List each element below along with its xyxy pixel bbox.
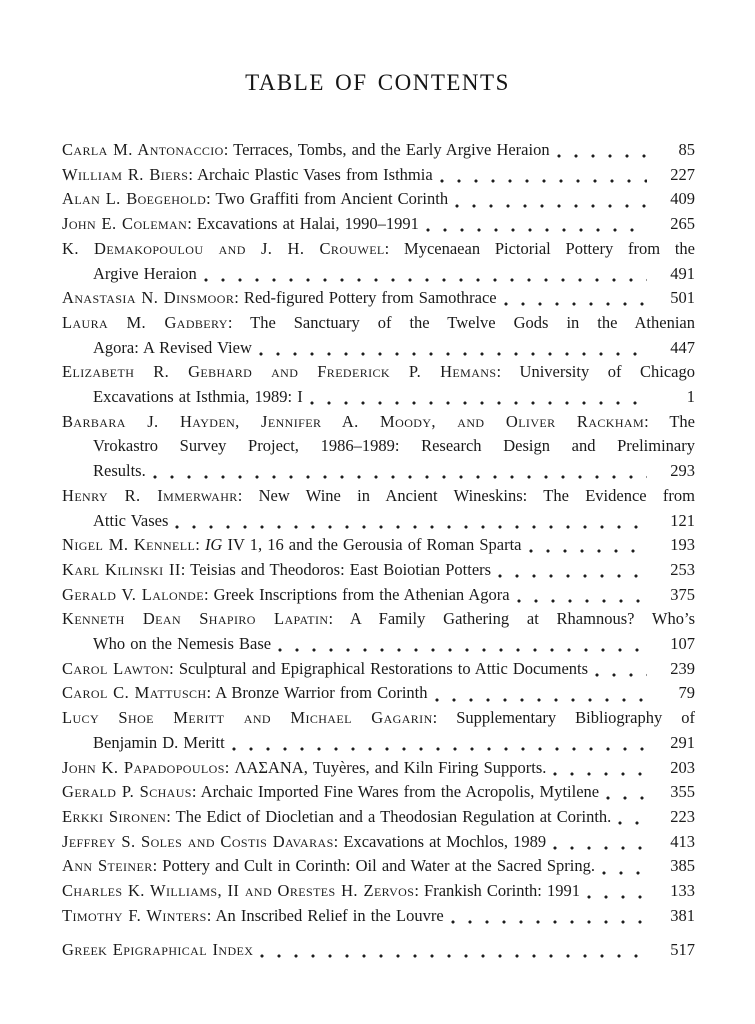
entry-page-number: 501 xyxy=(670,288,695,308)
toc-entry xyxy=(62,410,695,484)
entry-title-text: : The xyxy=(644,411,695,431)
toc-entry xyxy=(62,187,695,212)
dot-leader xyxy=(504,302,647,306)
dot-leader xyxy=(310,401,647,405)
dot-leader xyxy=(587,895,647,899)
toc-entry-line xyxy=(93,509,695,534)
toc-entry-line xyxy=(62,138,695,163)
entry-text xyxy=(62,138,550,163)
dot-leader xyxy=(595,673,647,677)
dot-leader xyxy=(278,648,647,652)
entry-text xyxy=(62,239,695,258)
dot-leader xyxy=(553,772,647,776)
toc-entry xyxy=(62,681,695,706)
entry-text xyxy=(62,163,433,188)
entry-author: Kenneth Dean Shapiro Lapatin xyxy=(62,609,329,629)
entry-title-text: : The Sanctuary of the Twelve Gods in the Athenian xyxy=(227,312,695,332)
toc-entry xyxy=(62,756,695,781)
toc-entry-line xyxy=(93,262,695,287)
toc-entry xyxy=(62,163,695,188)
dot-leader xyxy=(232,747,647,751)
toc-entry-line xyxy=(62,237,695,262)
toc-entry-line xyxy=(62,904,695,929)
entry-author: Greek Epigraphical Index xyxy=(62,939,254,959)
toc-entry-line xyxy=(62,607,695,632)
entry-text xyxy=(62,756,546,781)
entry-page-number: 381 xyxy=(670,905,695,925)
entry-page-number: 409 xyxy=(670,189,695,209)
toc-entry-line xyxy=(62,938,695,963)
entry-page-number: 265 xyxy=(670,214,695,234)
entry-text xyxy=(93,731,225,756)
entry-title-text: IV 1, 16 and the Gerousia of Roman Sparta xyxy=(222,535,522,555)
entry-text xyxy=(93,459,146,484)
dot-leader xyxy=(259,352,647,356)
entry-author: Anastasia N. Dinsmoor xyxy=(62,288,235,308)
entry-text xyxy=(62,362,695,381)
toc-entry xyxy=(62,286,695,311)
toc-entry-line xyxy=(93,632,695,657)
toc-entry xyxy=(62,484,695,533)
toc-entry-line xyxy=(62,286,695,311)
entry-page-number: 239 xyxy=(670,658,695,678)
entry-page-number: 227 xyxy=(670,164,695,184)
toc-entry xyxy=(62,780,695,805)
entry-author: Jeffrey S. Soles and Costis Davaras xyxy=(62,831,334,851)
entry-title-text: : University of Chicago xyxy=(496,362,695,382)
entry-title-text: Results. xyxy=(93,461,146,481)
entry-title-text: : An Inscribed Relief in the Louvre xyxy=(206,905,444,925)
entry-text xyxy=(62,780,599,805)
toc-entry-line xyxy=(93,336,695,361)
entry-text xyxy=(62,830,546,855)
entry-title-text: : Supplementary Bibliography of xyxy=(432,708,695,728)
entry-author: Gerald P. Schaus xyxy=(62,782,192,802)
toc-entry-line xyxy=(62,484,695,509)
toc-entry xyxy=(62,583,695,608)
entry-title-text: Attic Vases xyxy=(93,510,169,530)
entry-title-text: : Sculptural and Epigraphical Restorations to Attic Documents xyxy=(169,658,589,678)
toc-entry xyxy=(62,558,695,583)
toc-list xyxy=(62,138,695,962)
toc-entry-line xyxy=(93,731,695,756)
entry-text xyxy=(62,286,497,311)
entry-text xyxy=(62,533,522,558)
entry-page-number: 85 xyxy=(678,140,695,159)
entry-text xyxy=(62,609,695,628)
entry-title-text: : Teisias and Theodoros: East Boiotian Potters xyxy=(180,559,492,579)
dot-leader xyxy=(451,920,647,924)
dot-leader xyxy=(553,846,647,850)
entry-page-number: 133 xyxy=(670,881,695,901)
entry-title-text: : Mycenaean Pictorial Pottery from the xyxy=(384,238,695,258)
entry-title-text: : ΛΑΣΑΝΑ, Tuyères, and Kiln Firing Supports. xyxy=(224,757,547,777)
entry-title-text: Argive Heraion xyxy=(93,263,197,283)
entry-text xyxy=(62,879,580,904)
toc-entry-line xyxy=(62,533,695,558)
dot-leader xyxy=(153,475,647,479)
toc-entry-line xyxy=(62,558,695,583)
entry-text xyxy=(93,509,168,534)
entry-title-text: : Two Graffiti from Ancient Corinth xyxy=(206,189,449,209)
dot-leader xyxy=(260,954,647,958)
entry-page-number: 193 xyxy=(670,535,695,555)
entry-text xyxy=(62,187,448,212)
entry-title-italic: IG xyxy=(204,535,223,555)
toc-entry-line xyxy=(93,459,695,484)
entry-text xyxy=(93,632,271,657)
dot-leader xyxy=(498,574,647,578)
entry-title-text: : Terraces, Tombs, and the Early Argive Heraion xyxy=(223,140,550,159)
entry-author: Laura M. Gadbery xyxy=(62,312,228,332)
toc-entry xyxy=(62,805,695,830)
entry-author: Ann Steiner xyxy=(62,856,153,876)
entry-author: Carol Lawton xyxy=(62,658,170,678)
toc-entry-line xyxy=(62,657,695,682)
entry-title-text: : Excavations at Halai, 1990–1991 xyxy=(187,214,419,234)
dot-leader xyxy=(517,599,647,603)
toc-entry-line xyxy=(62,681,695,706)
entry-author: Timothy F. Winters xyxy=(62,905,207,925)
page-title: TABLE OF CONTENTS xyxy=(245,70,510,95)
entry-author: Carla M. Antonaccio xyxy=(62,140,224,159)
entry-title-text: : Red-figured Pottery from Samothrace xyxy=(234,288,497,308)
entry-page-number: 413 xyxy=(670,831,695,851)
dot-leader xyxy=(557,154,647,158)
toc-entry-line xyxy=(62,706,695,731)
entry-author: Carol C. Mattusch xyxy=(62,683,207,703)
entry-page-number: 355 xyxy=(670,782,695,802)
toc-entry-line xyxy=(62,879,695,904)
toc-entry xyxy=(62,237,695,286)
entry-page-number: 447 xyxy=(670,337,695,357)
toc-entry-line xyxy=(62,212,695,237)
toc-entry-line xyxy=(62,360,695,385)
dot-leader xyxy=(606,796,647,800)
entry-title-text: : A Bronze Warrior from Corinth xyxy=(206,683,428,703)
entry-text xyxy=(62,313,695,332)
toc-entry-line xyxy=(62,410,695,435)
entry-author: Alan L. Boegehold xyxy=(62,189,207,209)
entry-author: Lucy Shoe Meritt and Michael Gagarin xyxy=(62,708,433,728)
toc-entry xyxy=(62,138,695,163)
toc-entry-line xyxy=(93,385,695,410)
entry-text xyxy=(62,558,491,583)
toc-entry-line xyxy=(62,163,695,188)
entry-text xyxy=(62,708,695,727)
entry-author: John E. Coleman xyxy=(62,214,188,234)
entry-author: Elizabeth R. Gebhard and Frederick P. Hemans xyxy=(62,362,497,382)
entry-text xyxy=(62,854,595,879)
entry-page-number: 375 xyxy=(670,584,695,604)
entry-author: Henry R. Immerwahr xyxy=(62,485,238,505)
entry-title-text: : xyxy=(195,535,205,555)
entry-text xyxy=(62,681,428,706)
entry-title-text: Excavations at Isthmia, 1989: I xyxy=(93,387,303,407)
dot-leader xyxy=(602,871,647,875)
entry-page-number: 253 xyxy=(670,559,695,579)
entry-author: Charles K. Williams, II and Orestes H. Zervos xyxy=(62,881,415,901)
entry-author: John K. Papadopoulos xyxy=(62,757,225,777)
dot-leader xyxy=(455,204,647,208)
toc-entry xyxy=(62,938,695,963)
entry-author: Erkki Sironen xyxy=(62,806,167,826)
entry-text xyxy=(62,938,253,963)
toc-entry-line xyxy=(93,434,695,459)
toc-entry xyxy=(62,311,695,360)
entry-title-text: : The Edict of Diocletian and a Theodosian Regulation at Corinth. xyxy=(166,806,612,826)
entry-page-number: 517 xyxy=(670,939,695,959)
toc-entry-line xyxy=(62,854,695,879)
entry-text xyxy=(62,583,510,608)
entry-title-text: Benjamin D. Meritt xyxy=(93,732,225,752)
toc-entry-line xyxy=(62,583,695,608)
toc-entry-line xyxy=(62,830,695,855)
entry-page-number: 107 xyxy=(670,634,695,654)
toc-entry-line xyxy=(62,805,695,830)
toc-entry xyxy=(62,657,695,682)
entry-page-number: 291 xyxy=(670,732,695,752)
entry-page-number: 385 xyxy=(670,856,695,876)
dot-leader xyxy=(204,278,647,282)
entry-title-text: Vrokastro Survey Project, 1986–1989: Research Design and Preliminary xyxy=(93,436,695,456)
dot-leader xyxy=(435,698,647,702)
entry-title-text: : A Family Gathering at Rhamnous? Who’s xyxy=(328,609,695,629)
entry-title-text: Agora: A Revised View xyxy=(93,337,252,357)
entry-page-number: 79 xyxy=(678,683,695,703)
entry-text xyxy=(93,436,695,455)
entry-page-number: 223 xyxy=(670,806,695,826)
toc-entry xyxy=(62,830,695,855)
dot-leader xyxy=(440,179,647,183)
entry-title-text: : Archaic Imported Fine Wares from the Acropolis, Mytilene xyxy=(191,782,600,802)
toc-entry-line xyxy=(62,756,695,781)
entry-author: Nigel M. Kennell xyxy=(62,535,196,555)
toc-entry xyxy=(62,706,695,755)
entry-page-number: 491 xyxy=(670,263,695,283)
toc-entry-line xyxy=(62,187,695,212)
entry-title-text: : Excavations at Mochlos, 1989 xyxy=(333,831,547,851)
entry-author: William R. Biers xyxy=(62,164,189,184)
entry-text xyxy=(62,657,588,682)
dot-leader xyxy=(529,549,648,553)
toc-entry-line xyxy=(62,311,695,336)
entry-text xyxy=(62,486,695,505)
dot-leader xyxy=(426,228,647,232)
dot-leader xyxy=(618,821,647,825)
entry-title-text: : Greek Inscriptions from the Athenian Agora xyxy=(203,584,510,604)
dot-leader xyxy=(175,525,647,529)
toc-entry xyxy=(62,879,695,904)
entry-page-number: 293 xyxy=(670,461,695,481)
entry-author: Karl Kilinski II xyxy=(62,559,181,579)
entry-title-text: : Pottery and Cult in Corinth: Oil and Water at the Sacred Spring. xyxy=(152,856,595,876)
entry-text xyxy=(62,805,611,830)
toc-entry xyxy=(62,904,695,929)
entry-text xyxy=(93,336,252,361)
entry-author: Gerald V. Lalonde xyxy=(62,584,204,604)
toc-entry xyxy=(62,607,695,656)
entry-text xyxy=(62,412,695,431)
entry-author: Barbara J. Hayden, Jennifer A. Moody, and Oliver Rackham xyxy=(62,411,645,431)
entry-title-text: : New Wine in Ancient Wineskins: The Evidence from xyxy=(237,485,695,505)
toc-entry xyxy=(62,533,695,558)
toc-entry xyxy=(62,212,695,237)
entry-title-text: : Archaic Plastic Vases from Isthmia xyxy=(188,164,433,184)
entry-text xyxy=(93,262,197,287)
entry-author: K. Demakopoulou and J. H. Crouwel xyxy=(62,238,385,258)
toc-entry xyxy=(62,854,695,879)
entry-title-text: : Frankish Corinth: 1991 xyxy=(414,881,581,901)
entry-text xyxy=(62,904,444,929)
toc-entry-line xyxy=(62,780,695,805)
entry-title-text: Who on the Nemesis Base xyxy=(93,634,272,654)
entry-page-number: 1 xyxy=(686,387,695,407)
toc-entry xyxy=(62,360,695,409)
entry-page-number: 121 xyxy=(670,510,695,530)
entry-text xyxy=(93,385,303,410)
entry-page-number: 203 xyxy=(670,757,695,777)
entry-text xyxy=(62,212,419,237)
